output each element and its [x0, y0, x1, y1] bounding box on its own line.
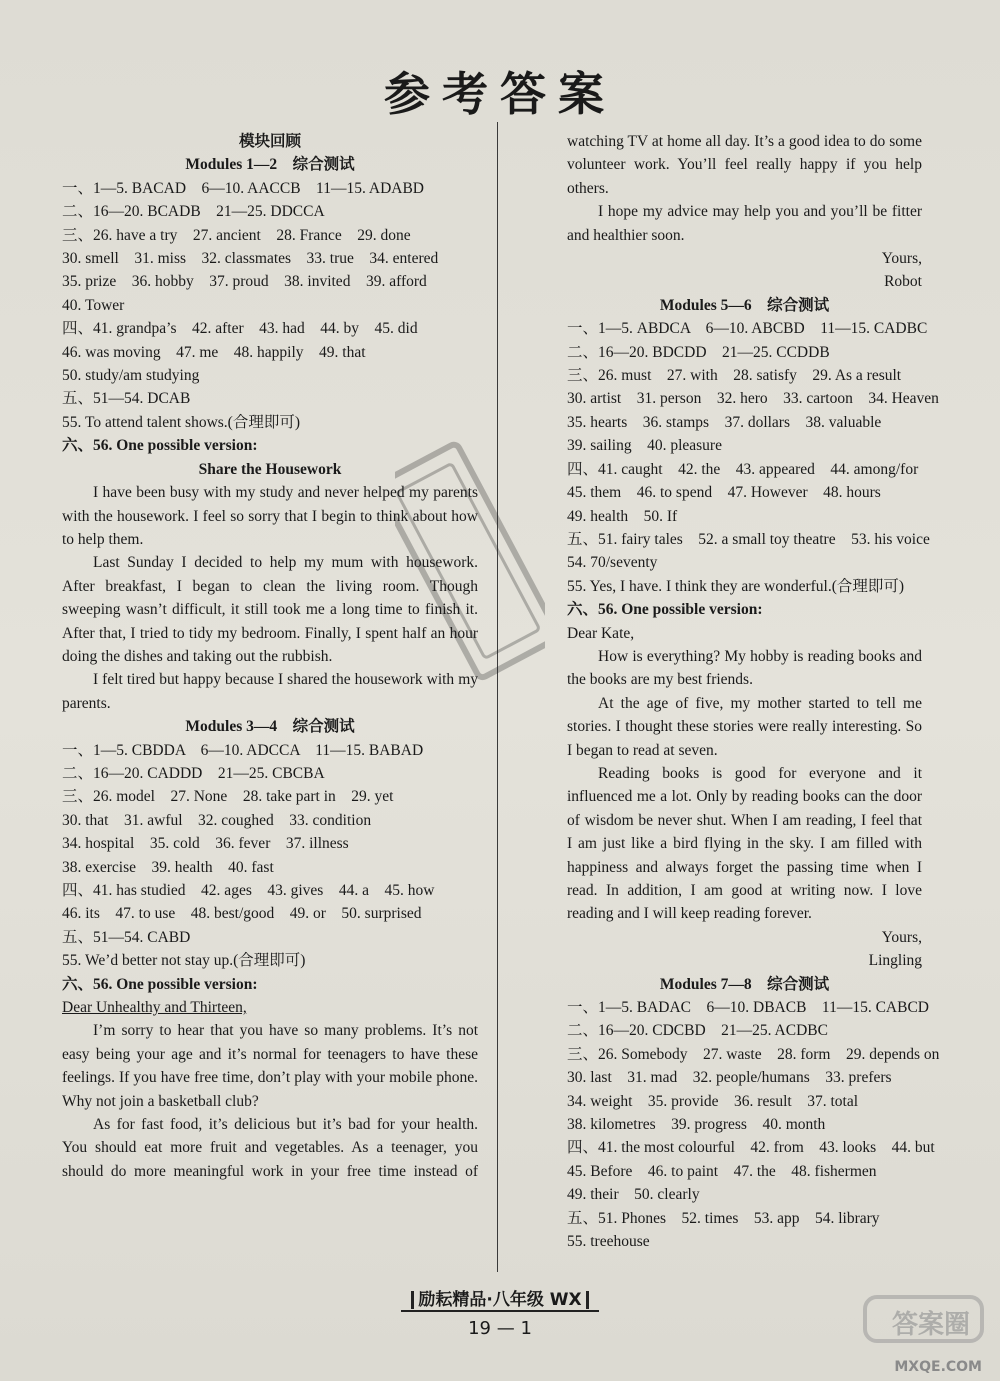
letter-signoff: Yours, — [881, 250, 922, 268]
essay-paragraph: At the age of five, my mother started to tell me stories. I thought these stories were really interesting. So I began to read at seven. — [567, 694, 922, 759]
answer-line: 39. sailing 40. pleasure — [567, 437, 722, 455]
answer-line: 30. smell 31. miss 32. classmates 33. true 34. entered — [62, 250, 439, 268]
answer-line: 三、26. must 27. with 28. satisfy 29. As a result — [567, 367, 902, 385]
essay-prompt: 六、56. One possible version: — [62, 437, 258, 455]
answer-line: 五、51—54. DCAB — [62, 390, 191, 408]
stamp-overlay — [395, 430, 545, 690]
answer-line: 40. Tower — [62, 296, 125, 314]
letter-signoff: Yours, — [881, 928, 922, 946]
footer — [0, 1285, 1000, 1312]
answer-line: 一、1—5. BADAC 6—10. DBACB 11—15. CABCD — [567, 999, 929, 1017]
essay-prompt: 六、56. One possible version: — [567, 601, 763, 619]
footer-brand-text: 励耘精品·八年级 WX — [418, 1290, 582, 1310]
essay-paragraph: I felt tired but happy because I shared the housework with my parents. — [62, 671, 478, 712]
answer-line: 45. them 46. to spend 47. However 48. hours — [567, 484, 881, 502]
answer-line: 54. 70/seventy — [567, 554, 658, 572]
answer-line: 一、1—5. CBDDA 6—10. ADCCA 11—15. BABAD — [62, 741, 424, 759]
answer-line: 45. Before 46. to paint 47. the 48. fishermen — [567, 1162, 877, 1180]
answer-line: 30. that 31. awful 32. coughed 33. condition — [62, 811, 372, 829]
answer-line: 55. To attend talent shows.(合理即可) — [62, 413, 300, 431]
answer-line: 46. was moving 47. me 48. happily 49. that — [62, 343, 366, 361]
section-heading: Modules 5—6 综合测试 — [659, 296, 830, 314]
answer-line: 35. prize 36. hobby 37. proud 38. invited 39. afford — [62, 273, 427, 291]
answer-line: 38. kilometres 39. progress 40. month — [567, 1116, 826, 1134]
watermark-text: MXQE.COM — [894, 1359, 982, 1375]
bracket-left — [411, 1291, 414, 1309]
answer-line: 一、1—5. ABDCA 6—10. ABCBD 11—15. CADBC — [567, 320, 928, 338]
answer-line: 46. its 47. to use 48. best/good 49. or 50. surprised — [62, 905, 422, 923]
essay-paragraph: I have been busy with my study and never helped my parents with the housework. I feel so sorry that I begin to think about how to help them. — [62, 484, 478, 548]
bracket-right — [586, 1291, 589, 1309]
section-heading: Share the Housework — [198, 460, 342, 478]
page-number: 19 — 1 — [468, 1318, 532, 1339]
answer-line: 三、26. Somebody 27. waste 28. form 29. depends on — [567, 1045, 940, 1063]
essay-paragraph: Last Sunday I decided to help my mum with housework. After breakfast, I began to clean the living room. Though sweeping wasn’t difficult, it still took me a long time to finish it. After that, I tried to tidy my bedroom. Finally, I spent half an hour doing the dishes and taking out the rubbish. — [62, 554, 478, 665]
right-column — [567, 130, 940, 1254]
answer-line: 四、41. caught 42. the 43. appeared 44. among/for — [567, 460, 919, 478]
essay-paragraph: How is everything? My hobby is reading books and the books are my best friends. — [567, 647, 922, 689]
letter-signoff: Lingling — [868, 952, 922, 970]
answer-line: 四、41. the most colourful 42. from 43. looks 44. but — [567, 1139, 935, 1157]
answer-line: 五、51. fairy tales 52. a small toy theatre 53. his voice — [567, 530, 930, 548]
answer-line: 五、51. Phones 52. times 53. app 54. library — [567, 1209, 880, 1227]
answer-line: 五、51—54. CABD — [62, 928, 191, 946]
section-heading: Modules 3—4 综合测试 — [185, 718, 355, 736]
answer-line: 34. weight 35. provide 36. result 37. total — [567, 1092, 859, 1110]
answer-line: Dear Kate, — [567, 624, 635, 642]
answer-line: 30. last 31. mad 32. people/humans 33. prefers — [567, 1069, 892, 1087]
answer-line: 四、41. grandpa’s 42. after 43. had 44. by 45. did — [62, 320, 418, 338]
answer-line: 50. study/am studying — [62, 367, 200, 385]
answer-line: 三、26. model 27. None 28. take part in 29. yet — [62, 788, 394, 806]
column-divider — [497, 122, 498, 1272]
letter-signoff: Robot — [884, 273, 922, 291]
answer-line: 49. health 50. If — [567, 507, 678, 525]
answer-line: 二、16—20. BCADB 21—25. DDCCA — [62, 203, 325, 221]
answer-line: 二、16—20. CADDD 21—25. CBCBA — [62, 764, 325, 782]
answer-line: 55. We’d better not stay up.(合理即可) — [62, 952, 306, 970]
answer-line: 四、41. has studied 42. ages 43. gives 44. a 45. how — [62, 882, 435, 899]
section-heading: Modules 1—2 综合测试 — [185, 156, 355, 174]
page-title: 参考答案 — [384, 67, 616, 121]
footer-brand — [401, 1285, 598, 1312]
answer-line: 30. artist 31. person 32. hero 33. cartoon 34. Heaven — [567, 390, 939, 408]
essay-paragraph: I’m sorry to hear that you have so many problems. It’s not easy being your age and it’s normal for teenagers to have these feelings. If you have free time, don’t play with your mobile phone. Why not join a basketball club? — [62, 1022, 478, 1110]
essay-paragraph: watching TV at home all day. It’s a good idea to do some volunteer work. You’ll feel really happy if you help others. — [567, 133, 922, 197]
answer-line: 三、26. have a try 27. ancient 28. France 29. done — [62, 226, 411, 244]
answer-line: 二、16—20. CDCBD 21—25. ACDBC — [567, 1022, 828, 1040]
essay-paragraph: Reading books is good for everyone and it influenced me a lot. Only by reading books can the door of wisdom be never shut. When I am reading, I feel that I am just like a bird flying in the sky. I am filled with happiness and always forget the passing time when I read. In addition, I am good at writing now. I love reading and I will keep reading forever. — [567, 764, 922, 923]
section-heading: 模块回顾 — [238, 133, 301, 150]
answer-line: 55. Yes, I have. I think they are wonderful.(合理即可) — [567, 577, 905, 595]
letter-greeting: Dear Unhealthy and Thirteen, — [62, 999, 247, 1017]
answer-line: 55. treehouse — [567, 1233, 650, 1251]
section-heading: Modules 7—8 综合测试 — [659, 975, 830, 993]
answer-line: 38. exercise 39. health 40. fast — [62, 858, 274, 876]
essay-prompt: 六、56. One possible version: — [62, 975, 258, 993]
answer-line: 35. hearts 36. stamps 37. dollars 38. valuable — [567, 413, 882, 431]
answer-line: 一、1—5. BACAD 6—10. AACCB 11—15. ADABD — [62, 179, 424, 197]
answer-line: 49. their 50. clearly — [567, 1186, 700, 1204]
watermark-logo-text: 答案圈 — [891, 1310, 970, 1340]
essay-paragraph: As for fast food, it’s delicious but it’s bad for your health. You should eat more fruit and vegetables. As a teenager, you should do more meaningful work in your free time instead of — [62, 1116, 478, 1180]
essay-paragraph: I hope my advice may help you and you’ll be fitter and healthier soon. — [567, 203, 922, 244]
answer-line: 34. hospital 35. cold 36. fever 37. illness — [62, 835, 349, 853]
answer-line: 二、16—20. BDCDD 21—25. CCDDB — [567, 343, 830, 361]
